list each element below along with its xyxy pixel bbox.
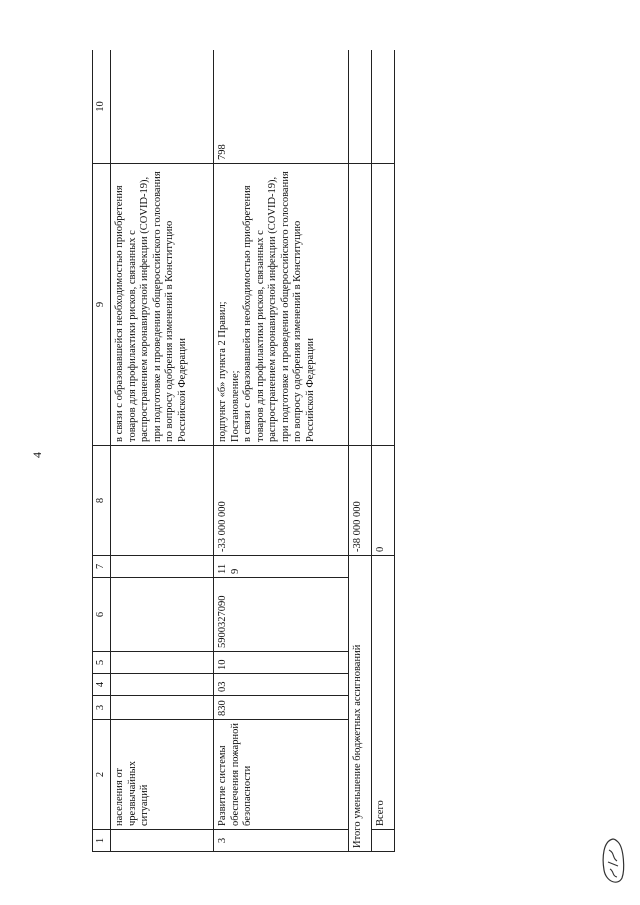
cell-code: 830 bbox=[214, 696, 349, 720]
cell-empty bbox=[111, 674, 214, 696]
cell-empty bbox=[111, 830, 214, 852]
header-cell: 3 bbox=[93, 696, 111, 720]
header-cell: 6 bbox=[93, 578, 111, 652]
cell-empty bbox=[111, 578, 214, 652]
cell-expense-type: 119 bbox=[214, 556, 349, 578]
grand-total-label: Всего bbox=[372, 556, 395, 830]
header-cell: 10 bbox=[93, 50, 111, 164]
cell-empty bbox=[111, 556, 214, 578]
cell-empty bbox=[372, 50, 395, 164]
cell-item-name: Развитие системы обеспечения пожарной безопасности bbox=[214, 720, 349, 830]
total-decrease-value: -38 000 000 bbox=[349, 446, 372, 556]
cell-empty bbox=[372, 830, 395, 852]
cell-justification bbox=[214, 164, 349, 446]
cell-empty bbox=[111, 652, 214, 674]
cell-empty bbox=[349, 164, 372, 446]
cell-empty bbox=[349, 50, 372, 164]
justification-line: в связи с образовавшейся необходимостью приобретения товаров для профилактики рисков, связанных с распространением коронавирусной инфекции (COVID-19), при подготовке и проведении общероссийского голосования по вопросу одобрения изменений в Конституцию Российской Федерации bbox=[242, 171, 316, 442]
table-rotated-frame bbox=[92, 50, 432, 852]
header-cell: 8 bbox=[93, 446, 111, 556]
table-row-continuation bbox=[111, 50, 214, 852]
cell-row-number: 3 bbox=[214, 830, 349, 852]
cell-code: 03 bbox=[214, 674, 349, 696]
budget-table bbox=[92, 50, 395, 852]
cell-empty bbox=[111, 696, 214, 720]
cell-empty bbox=[111, 50, 214, 164]
cell-item-name: населения от чрезвычайных ситуаций bbox=[111, 720, 214, 830]
total-decrease-row bbox=[349, 50, 372, 852]
cell-amount: -33 000 000 bbox=[214, 446, 349, 556]
cell-code-col10: 798 bbox=[214, 50, 349, 164]
cell-code: 10 bbox=[214, 652, 349, 674]
page-number: 4 bbox=[30, 452, 44, 458]
justification-line: Постановление; bbox=[229, 370, 241, 442]
grand-total-value: 0 bbox=[372, 446, 395, 556]
header-cell: 5 bbox=[93, 652, 111, 674]
cell-empty bbox=[372, 164, 395, 446]
header-cell: 1 bbox=[93, 830, 111, 852]
total-decrease-label: Итого уменьшение бюджетных ассигнований bbox=[349, 556, 372, 852]
header-cell: 4 bbox=[93, 674, 111, 696]
header-cell: 9 bbox=[93, 164, 111, 446]
signature-stamp-icon bbox=[600, 836, 626, 888]
header-cell: 2 bbox=[93, 720, 111, 830]
justification-line: подпункт «б» пункта 2 Правил; bbox=[217, 301, 228, 442]
grand-total-row bbox=[372, 50, 395, 852]
cell-target-article: 5900327090 bbox=[214, 578, 349, 652]
cell-justification: в связи с образовавшейся необходимостью приобретения товаров для профилактики рисков, связанных с распространением коронавирусной инфекции (COVID-19), при подготовке и проведении общероссийского голосования по вопросу одобрения изменений в Конституцию Российской Федерации bbox=[111, 164, 214, 446]
table-container bbox=[92, 50, 432, 852]
cell-empty bbox=[111, 446, 214, 556]
table-row-3 bbox=[214, 50, 349, 852]
header-cell: 7 bbox=[93, 556, 111, 578]
header-row bbox=[93, 50, 111, 852]
